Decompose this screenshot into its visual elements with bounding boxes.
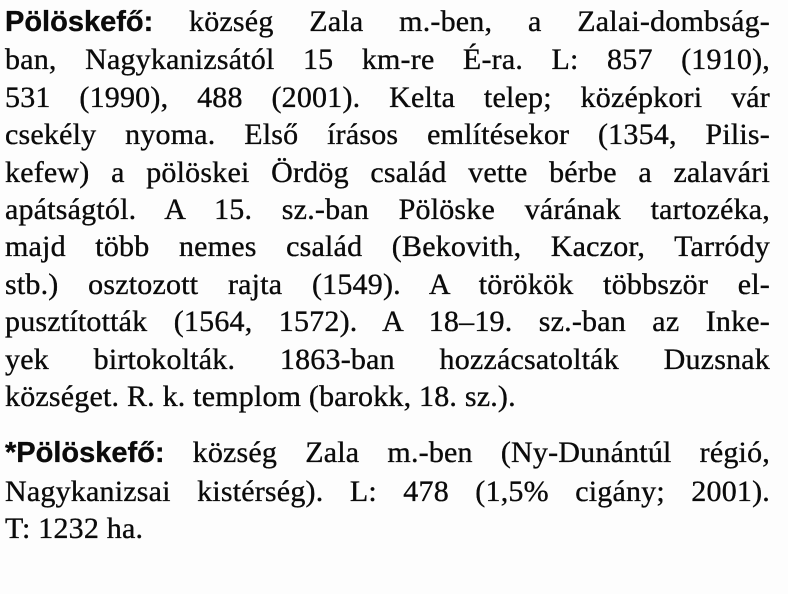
entry-1-line-7: majd több nemes család (Bekovith, Kaczor, Tarródy <box>5 230 770 264</box>
entry-1 <box>5 3 770 415</box>
entry-1-line-9: pusztították (1564, 1572). A 18–19. sz.-ban az Inke- <box>5 305 770 339</box>
entry-1-line-1 <box>5 3 770 41</box>
entry-2-headword: *Pölöskefő: <box>5 437 165 470</box>
entry-1-line-10: yek birtokolták. 1863-ban hozzácsatolták Duzsnak <box>5 342 770 376</box>
entry-1-headword: Pölöskefő: <box>5 6 154 38</box>
entry-1-line-11: községet. R. k. templom (barokk, 18. sz.). <box>5 380 516 414</box>
entry-2 <box>5 434 770 547</box>
entry-1-line-1-text: község Zala m.-ben, a Zalai-dombság- <box>153 5 770 38</box>
entry-1-line-2: ban, Nagykanizsától 15 km-re É-ra. L: 857 (1910), <box>5 43 770 77</box>
entry-2-line-3: T: 1232 ha. <box>5 512 144 546</box>
entry-1-line-8: stb.) osztozott rajta (1549). A törökök többször el- <box>5 267 770 301</box>
entry-2-line-1-text: község Zala m.-ben (Ny-Dunántúl régió, <box>164 436 770 470</box>
entry-1-line-4: csekély nyoma. Első írásos említésekor (1354, Pilis- <box>5 118 770 152</box>
entry-1-line-6: apátságtól. A 15. sz.-ban Pölöske várának tartozéka, <box>5 193 770 227</box>
entry-1-line-5: kefew) a pölöskei Ördög család vette bérbe a zalavári <box>5 155 770 189</box>
entry-1-line-3: 531 (1990), 488 (2001). Kelta telep; középkori vár <box>5 80 770 114</box>
entry-2-line-2: Nagykanizsai kistérség). L: 478 (1,5% cigány; 2001). <box>5 474 770 508</box>
entry-2-line-1 <box>5 434 770 472</box>
